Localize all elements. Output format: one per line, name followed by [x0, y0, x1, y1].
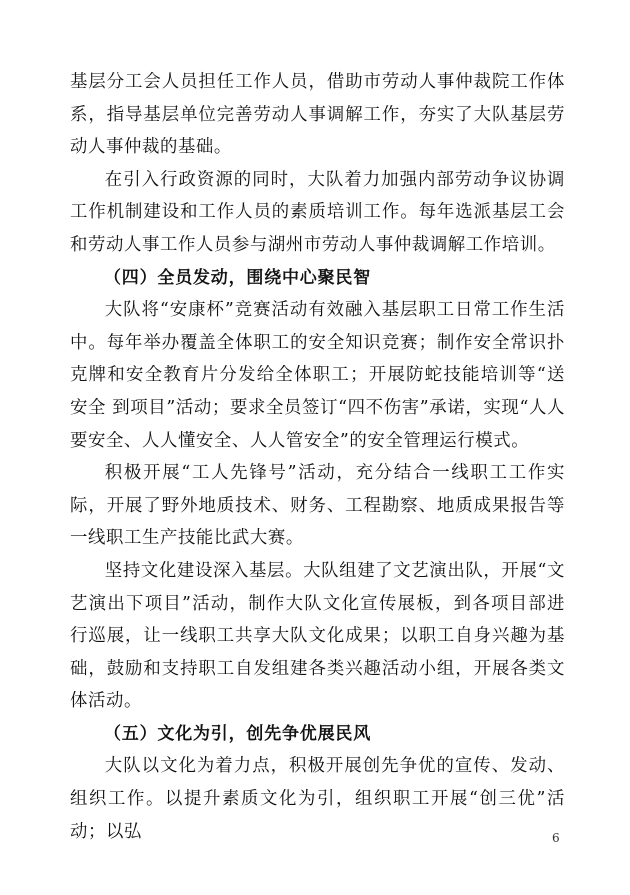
paragraph-culture-promotion: 大队以文化为着力点，积极开展创先争优的宣传、发动、组织工作。以提升素质文化为引，组织职工开展“创三优”活动；以弘 — [70, 756, 565, 842]
section-heading-5: （五）文化为引，创先争优展民风 — [104, 723, 371, 744]
paragraph-ankang-cup: 大队将“安康杯”竞赛活动有效融入基层职工日常工作生活中。每年举办覆盖全体职工的安全知识竞赛；制作安全常识扑克牌和安全教育片分发给全体职工；开展防蛇技能培训等“送安全 到项目”活动；要求全员签订“四不伤害”承诺，实现“人人要安全、人人懂安全、人人管安全”的安全管理运行模式。 — [70, 300, 565, 451]
paragraph-culture-building: 坚持文化建设深入基层。大队组建了文艺演出队，开展“文艺演出下项目”活动，制作大队文化宣传展板，到各项目部进行巡展，让一线职工共享大队文化成果；以职工自身兴趣为基础，鼓励和支持职工自发组建各类兴趣活动小组，开展各类文体活动。 — [70, 560, 565, 712]
paragraph-mediation-foundation: 基层分工会人员担任工作人员，借助市劳动人事仲裁院工作体系，指导基层单位完善劳动人事调解工作，夯实了大队基层劳动人事仲裁的基础。 — [70, 72, 565, 158]
page-number: 6 — [552, 831, 560, 845]
section-heading-4: （四）全员发动，围绕中心聚民智 — [104, 267, 371, 288]
page-body — [70, 66, 565, 848]
paragraph-worker-pioneer: 积极开展“工人先锋号”活动，充分结合一线职工工作实际，开展了野外地质技术、财务、工程勘察、地质成果报告等一线职工生产技能比武大赛。 — [70, 463, 565, 549]
paragraph-internal-training: 在引入行政资源的同时，大队着力加强内部劳动争议协调工作机制建设和工作人员的素质培训工作。每年选派基层工会和劳动人事工作人员参与湖州市劳动人事仲裁调解工作培训。 — [70, 169, 565, 255]
